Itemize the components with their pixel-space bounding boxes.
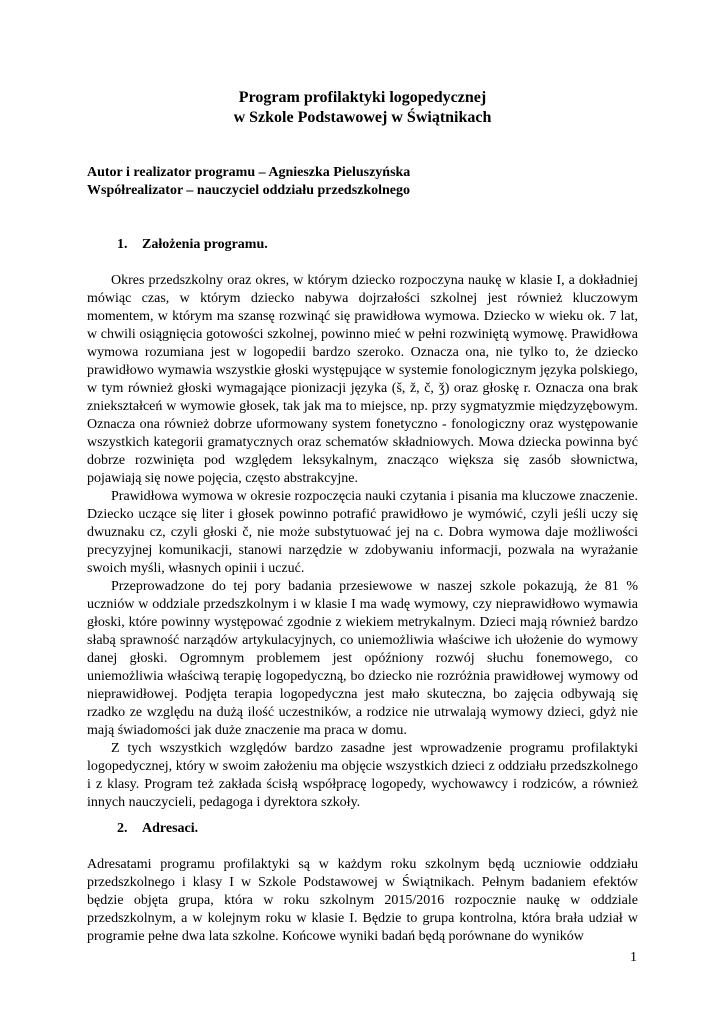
document-title-line-2: w Szkole Podstawowej w Świątnikach bbox=[233, 109, 492, 126]
section-1-paragraph-1: Okres przedszkolny oraz okres, w którym dziecko rozpoczyna naukę w klasie I, a dokładniej mówiąc czas, w którym dziecko nabywa dojrzałości szkolnej jest również kluczowym momentem, w którym ma szansę rozwinąć się prawidłowa wymowa. Dziecko w wieku ok. 7 lat, w chwili osiągnięcia gotowości szkolnej, powinno mieć w pełni rozwiniętą wymowę. Prawidłowa wymowa rozumiana jest w logopedii bardzo szeroko. Oznacza ona, nie tylko to, że dziecko prawidłowo wymawia wszystkie głoski występujące w systemie fonologicznym języka polskiego, w tym również głoski wymagające pionizacji języka (š, ž, č, ǯ) oraz głoskę r. Oznacza ona brak zniekształceń w wymowie głosek, tak jak ma to miejsce, np. przy sygmatyzmie międzyzębowym. Oznacza ona również dobrze uformowany system fonetyczno - fonologiczny oraz występowanie wszystkich kategorii gramatycznych oraz schematów składniowych. Mowa dziecka powinna być dobrze rozwinięta pod względem leksykalnym, znacząco większa się zasób słownictwa, pojawiają się nowe pojęcia, często abstrakcyjne. bbox=[87, 273, 638, 486]
section-1-number: 1. bbox=[117, 237, 128, 252]
section-1-title: Założenia programu. bbox=[142, 237, 268, 252]
author-line: Autor i realizator programu – Agnieszka Pieluszyńska bbox=[87, 165, 411, 180]
section-1-paragraph-2: Prawidłowa wymowa w okresie rozpoczęcia nauki czytania i pisania ma kluczowe znaczenie. Dziecko uczące się liter i głosek powinno potrafić prawidłowo je wymówić, czyli jeśli uczy się dwuznaku cz, czyli głoski č, nie może substytuować jej na c. Dobra wymowa daje możliwości precyzyjnej komunikacji, stanowi narzędzie w zdobywaniu informacji, pozwala na wyrażanie swoich myśli, własnych opinii i uczuć. bbox=[87, 489, 638, 576]
section-1-heading bbox=[117, 236, 268, 254]
section-2-title: Adresaci. bbox=[142, 821, 199, 836]
section-1-paragraph-3: Przeprowadzone do tej pory badania przesiewowe w naszej szkole pokazują, że 81 % uczniów w oddziale przedszkolnym i w klasie I ma wadę wymowy, czy nieprawidłowo wymawia głoski, które powinny występować zgodnie z wiekiem metrykalnym. Dzieci mają również bardzo słabą sprawność narządów artykulacyjnych, co uniemożliwia właściwe ich ułożenie do wymowy danej głoski. Ogromnym problemem jest opóźniony rozwój słuchu fonemowego, co uniemożliwia właściwą terapię logopedyczną, bo dziecko nie rozróżnia prawidłowej wymowy od nieprawidłowej. Podjęta terapia logopedyczna jest mało skuteczna, bo zajęcia odbywają się rzadko ze względu na dużą ilość uczestników, a rodzice nie utrwalają wymowy dzieci, gdyż nie mają świadomości jak duże znaczenie ma praca w domu. bbox=[87, 579, 638, 738]
authors-block bbox=[87, 164, 410, 200]
coauthor-line: Współrealizator – nauczyciel oddziału przedszkolnego bbox=[87, 183, 411, 198]
section-1-body bbox=[87, 272, 638, 812]
section-2-paragraph-1: Adresatami programu profilaktyki są w każdym roku szkolnym będą uczniowie oddziału przedszkolnego i klasy I w Szkole Podstawowej w Świątnikach. Pełnym badaniem efektów będzie objęta grupa, która w roku szkolnym 2015/2016 rozpocznie naukę w oddziale przedszkolnym, a w kolejnym roku w klasie I. Będzie to grupa kontrolna, która brała udział w programie pełne dwa lata szkolne. Końcowe wyniki badań będą porównane do wyników bbox=[87, 857, 638, 944]
document-title-line-1: Program profilaktyki logopedycznej bbox=[238, 89, 487, 106]
section-2-body bbox=[87, 856, 638, 946]
page-number: 1 bbox=[630, 950, 637, 965]
section-2-heading bbox=[117, 820, 198, 838]
section-1-paragraph-4: Z tych wszystkich względów bardzo zasadne jest wprowadzenie programu profilaktyki logopedycznej, który w swoim założeniu ma objęcie wszystkich dzieci z oddziału przedszkolnego i z klasy. Program też zakłada ścisłą współpracę logopedy, wychowawcy i rodziców, a również innych nauczycieli, pedagoga i dyrektora szkoły. bbox=[87, 741, 638, 810]
section-2-number: 2. bbox=[117, 821, 128, 836]
